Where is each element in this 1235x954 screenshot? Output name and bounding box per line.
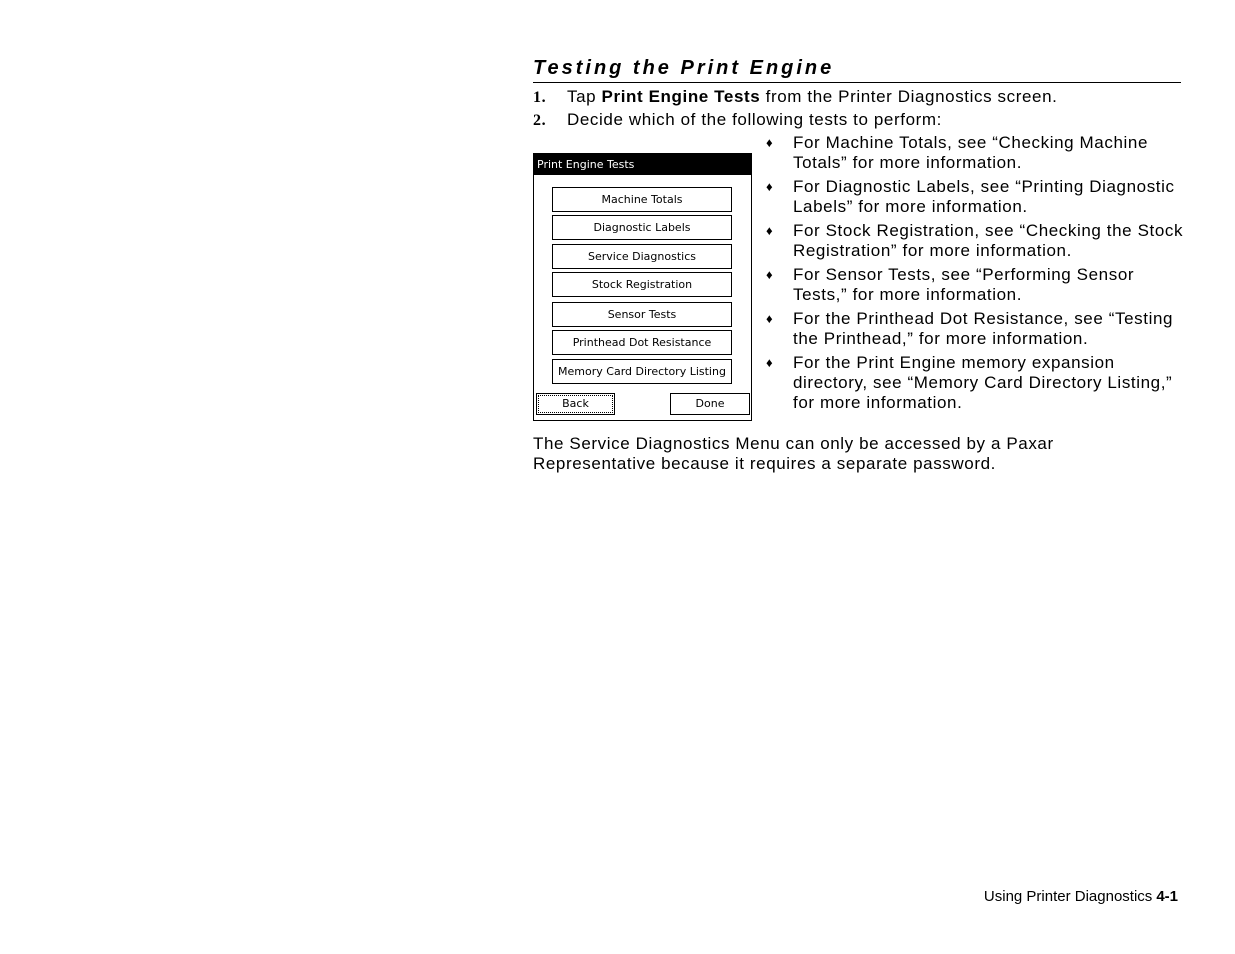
print-engine-tests-dialog <box>533 153 752 421</box>
printhead-dot-resistance-button[interactable]: Printhead Dot Resistance <box>552 330 732 355</box>
list-item <box>766 309 1186 349</box>
back-button[interactable]: Back <box>536 393 615 415</box>
page-footer <box>984 888 1178 905</box>
list-item <box>766 221 1186 261</box>
diamond-bullet-icon: ♦ <box>766 311 774 326</box>
memory-card-directory-listing-button[interactable]: Memory Card Directory Listing <box>552 359 732 384</box>
test-options-list <box>766 133 1186 417</box>
step-1 <box>533 87 1057 108</box>
step-text-pre: Tap <box>567 87 602 106</box>
list-item-text: For Stock Registration, see “Checking the Stock Registration” for more information. <box>793 221 1184 260</box>
list-item-text: For the Print Engine memory expansion directory, see “Memory Card Directory Listing,” for more information. <box>793 353 1173 412</box>
step-text-pre: Decide which of the following tests to perform: <box>567 110 942 129</box>
stock-registration-button[interactable]: Stock Registration <box>552 272 732 297</box>
step-2 <box>533 110 942 131</box>
step-text-post: from the Printer Diagnostics screen. <box>760 87 1058 106</box>
diamond-bullet-icon: ♦ <box>766 355 774 370</box>
list-item <box>766 353 1186 413</box>
list-item-text: For Sensor Tests, see “Performing Sensor Tests,” for more information. <box>793 265 1135 304</box>
service-diagnostics-button[interactable]: Service Diagnostics <box>552 244 732 269</box>
list-item <box>766 265 1186 305</box>
done-button[interactable]: Done <box>670 393 750 415</box>
list-item-text: For Diagnostic Labels, see “Printing Diagnostic Labels” for more information. <box>793 177 1175 216</box>
step-number: 2. <box>533 112 547 129</box>
dialog-title: Print Engine Tests <box>534 154 751 175</box>
service-diagnostics-note: The Service Diagnostics Menu can only be accessed by a Paxar Representative because it requires a separate password. <box>533 434 1054 473</box>
list-item <box>766 133 1186 173</box>
step-text-bold: Print Engine Tests <box>601 87 761 106</box>
machine-totals-button[interactable]: Machine Totals <box>552 187 732 212</box>
diamond-bullet-icon: ♦ <box>766 223 774 238</box>
step-number: 1. <box>533 89 547 106</box>
diamond-bullet-icon: ♦ <box>766 267 774 282</box>
diamond-bullet-icon: ♦ <box>766 135 774 150</box>
list-item <box>766 177 1186 217</box>
page-number: 4-1 <box>1156 888 1178 905</box>
section-title: Testing the Print Engine <box>533 56 1181 83</box>
diamond-bullet-icon: ♦ <box>766 179 774 194</box>
sensor-tests-button[interactable]: Sensor Tests <box>552 302 732 327</box>
list-item-text: For the Printhead Dot Resistance, see “Testing the Printhead,” for more information. <box>793 309 1174 348</box>
list-item-text: For Machine Totals, see “Checking Machine Totals” for more information. <box>793 133 1148 172</box>
chapter-title: Using Printer Diagnostics <box>983 888 1153 905</box>
diagnostic-labels-button[interactable]: Diagnostic Labels <box>552 215 732 240</box>
